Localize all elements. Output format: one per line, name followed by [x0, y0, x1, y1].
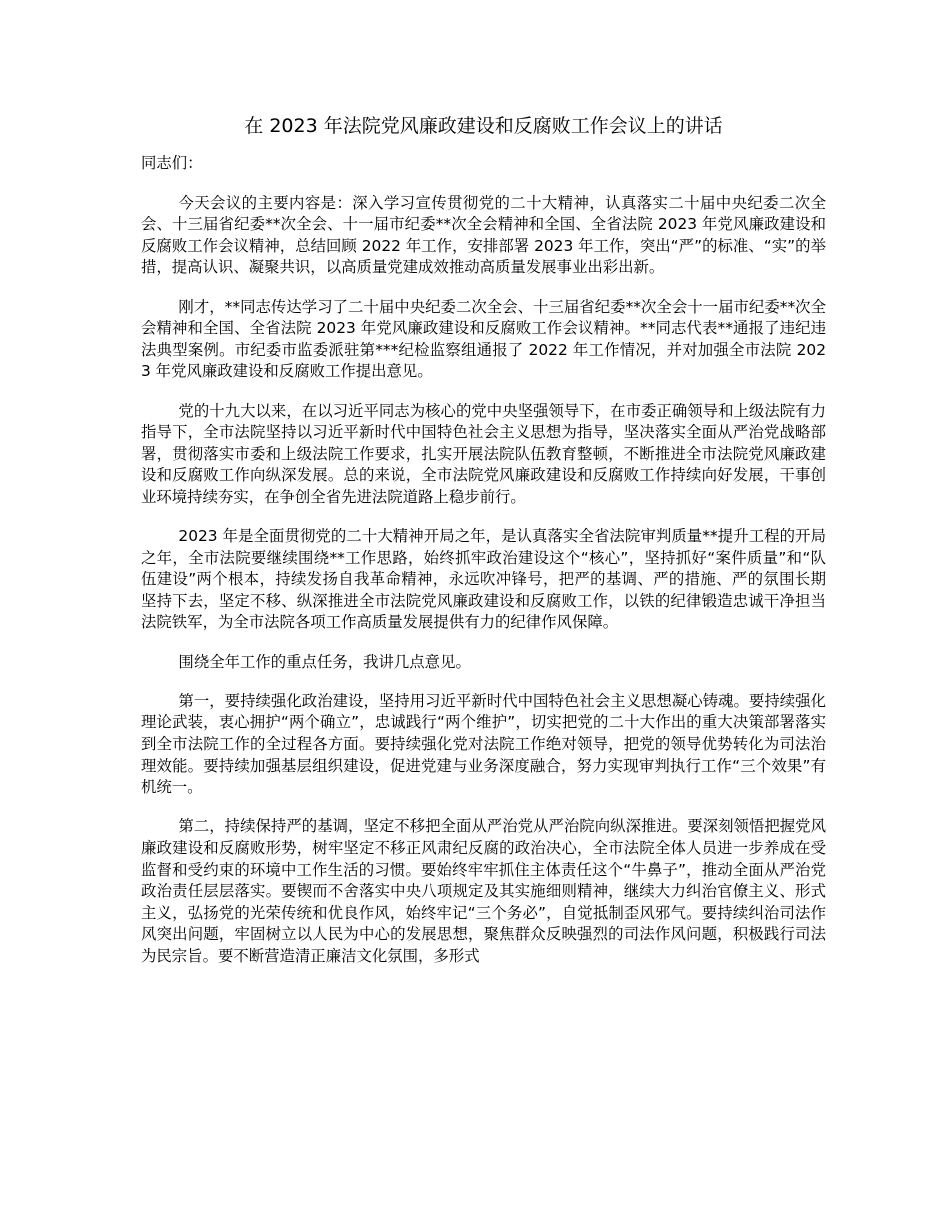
paragraph-briefing: 刚才，**同志传达学习了二十届中央纪委二次全会、十三届省纪委**次全会十一届市纪委**次全会精神和全国、全省法院 2023 年党风廉政建设和反腐败工作会议精神。**同志代表**通报了违纪违法典型案例。市纪委市监委派驻第***纪检监察组通报了 2022 年工作情况，并对加强全市法院 2023 年党风廉政建设和反腐败工作提出意见。 [141, 297, 826, 381]
paragraph-point-one: 第一，要持续强化政治建设，坚持用习近平新时代中国特色社会主义思想凝心铸魂。要持续强化理论武装，衷心拥护“两个确立”，忠诚践行“两个维护”，切实把党的二十大作出的重大决策部署落实到全市法院工作的全过程各方面。要持续强化党对法院工作绝对领导，把党的领导优势转化为司法治理效能。要持续加强基层组织建设，促进党建与业务深度融合，努力实现审判执行工作“三个效果”有机统一。 [141, 691, 826, 797]
paragraph-2023-goals: 2023 年是全面贯彻党的二十大精神开局之年，是认真落实全省法院审判质量**提升工程的开局之年，全市法院要继续围绕**工作思路，始终抓牢政治建设这个“核心”，坚持抓好“案件质量”和“队伍建设”两个根本，持续发扬自我革命精神，永远吹冲锋号，把严的基调、严的措施、严的氛围长期坚持下去，坚定不移、纵深推进全市法院党风廉政建设和反腐败工作，以铁的纪律锻造忠诚干净担当法院铁军，为全市法院各项工作高质量发展提供有力的纪律作风保障。 [141, 527, 826, 632]
document-title: 在 2023 年法院党风廉政建设和反腐败工作会议上的讲话 [244, 115, 723, 137]
paragraph-intro: 今天会议的主要内容是：深入学习宣传贯彻党的二十大精神，认真落实二十届中央纪委二次全会、十三届省纪委**次全会、十一届市纪委**次全会精神和全国、全省法院 2023 年党风廉政建设和反腐败工作会议精神，总结回顾 2022 年工作，安排部署 2023 年工作，突出“严”的标准、“实”的举措，提高认识、凝聚共识，以高质量党建成效推动高质量发展事业出彩出新。 [141, 193, 826, 277]
salutation: 同志们： [141, 154, 203, 172]
paragraph-review: 党的十九大以来，在以习近平同志为核心的党中央坚强领导下，在市委正确领导和上级法院有力指导下，全市法院坚持以习近平新时代中国特色社会主义思想为指导，坚决落实全面从严治党战略部署，贯彻落实市委和上级法院工作要求，扎实开展法院队伍教育整顿，不断推进全市法院党风廉政建设和反腐败工作向纵深发展。总的来说，全市法院党风廉政建设和反腐败工作持续向好发展，干事创业环境持续夯实，在争创全省先进法院道路上稳步前行。 [141, 401, 826, 506]
paragraph-transition: 围绕全年工作的重点任务，我讲几点意见。 [178, 652, 471, 671]
paragraph-point-two: 第二，持续保持严的基调，坚定不移把全面从严治党从严治院向纵深推进。要深刻领悟把握党风廉政建设和反腐败形势，树牢坚定不移正风肃纪反腐的政治决心，全市法院全体人员进一步养成在受监督和受约束的环境中工作生活的习惯。要始终牢牢抓住主体责任这个“牛鼻子”，推动全面从严治党政治责任层层落实。要锲而不舍落实中央八项规定及其实施细则精神，继续大力纠治官僚主义、形式主义，弘扬党的光荣传统和优良作风，始终牢记“三个务必”，自觉抵制歪风邪气。要持续纠治司法作风突出问题，牢固树立以人民为中心的发展思想，聚焦群众反映强烈的司法作风问题，积极践行司法为民宗旨。要不断营造清正廉洁文化氛围，多形式 [141, 817, 826, 965]
document-page [141, 112, 826, 985]
